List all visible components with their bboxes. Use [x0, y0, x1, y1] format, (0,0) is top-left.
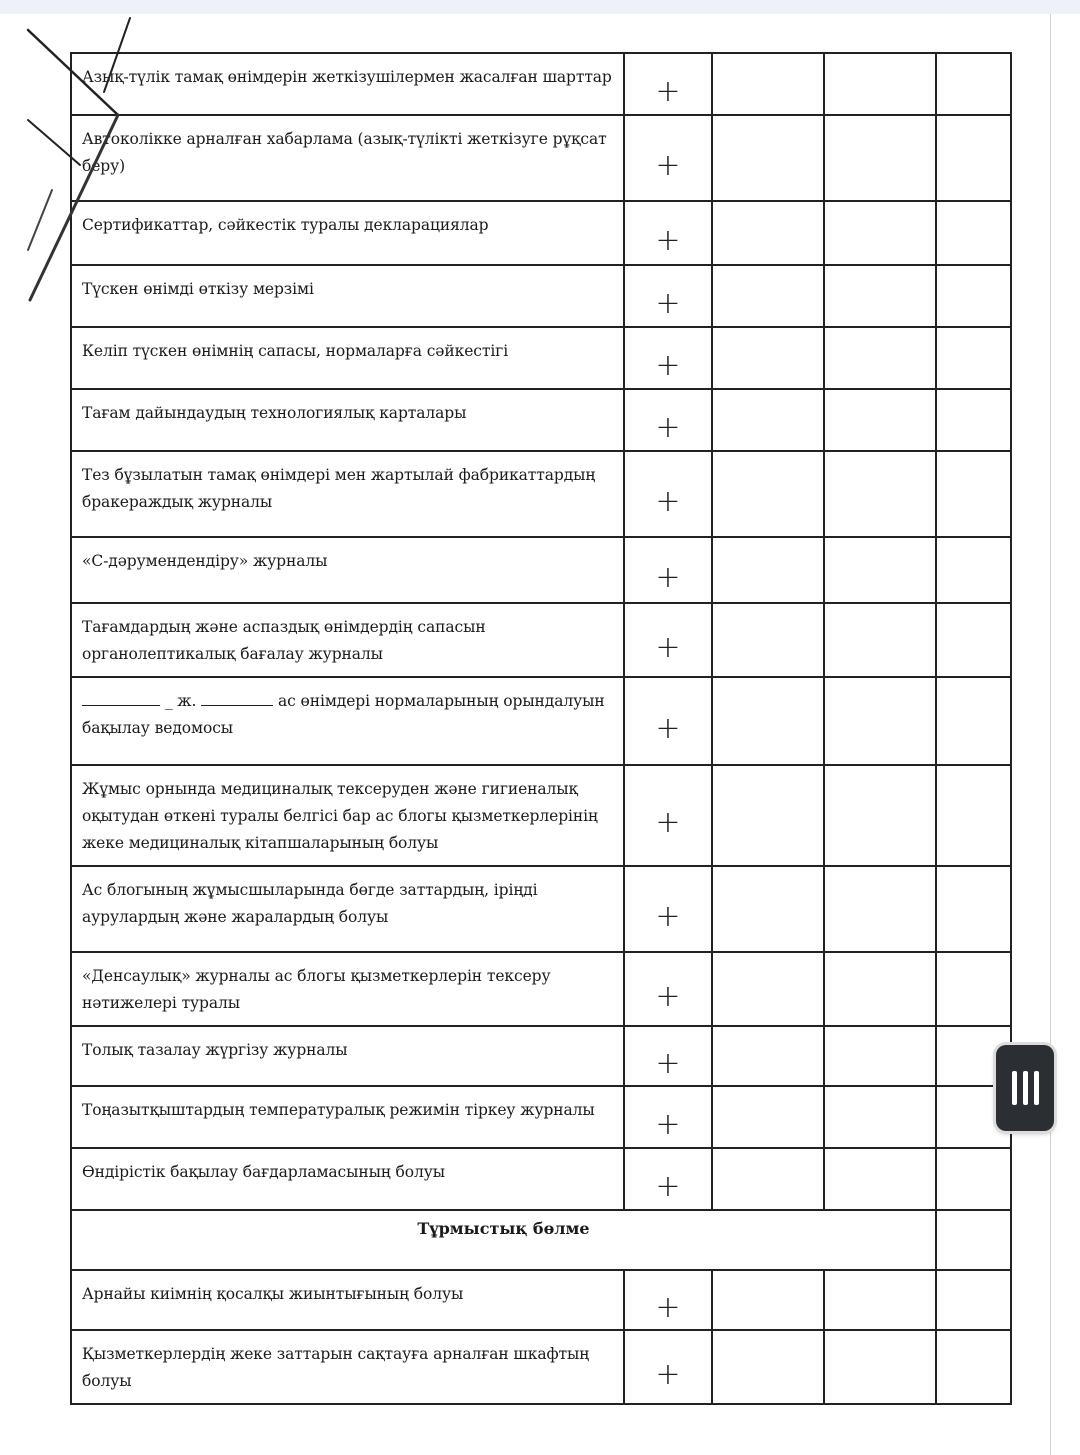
empty-cell [936, 451, 1011, 537]
plus-mark: + [624, 603, 712, 677]
plus-mark: + [624, 1270, 712, 1330]
empty-cell [936, 327, 1011, 389]
empty-cell [936, 265, 1011, 327]
section-title: Тұрмыстық бөлме [71, 1210, 936, 1270]
row-text: Азық-түлік тамақ өнімдерін жеткізушілермен жасалған шарттар [71, 53, 624, 115]
plus-mark: + [624, 53, 712, 115]
section-row [71, 1210, 1011, 1270]
plus-mark: + [624, 537, 712, 603]
table-row [71, 1330, 1011, 1404]
empty-cell [936, 115, 1011, 201]
empty-cell [712, 451, 824, 537]
empty-cell [824, 1026, 936, 1086]
plus-mark: + [624, 866, 712, 952]
empty-cell [712, 327, 824, 389]
row-text: Сертификаттар, сәйкестік туралы декларациялар [71, 201, 624, 265]
empty-cell [712, 1086, 824, 1148]
table-row [71, 389, 1011, 451]
checklist-table [70, 52, 1012, 1405]
empty-cell [936, 537, 1011, 603]
empty-cell [824, 389, 936, 451]
empty-cell [712, 1270, 824, 1330]
empty-cell [712, 952, 824, 1026]
plus-mark: + [624, 451, 712, 537]
plus-mark: + [624, 1330, 712, 1404]
page-edge [1050, 14, 1051, 1455]
menu-bar-icon [1023, 1071, 1028, 1105]
menu-bar-icon [1034, 1071, 1039, 1105]
row-text: «Денсаулық» журналы ас блогы қызметкерлерін тексеру нәтижелері туралы [71, 952, 624, 1026]
empty-cell [824, 765, 936, 866]
empty-cell [936, 1330, 1011, 1404]
empty-cell [824, 866, 936, 952]
empty-cell [824, 677, 936, 765]
row-text: Ас блогының жұмысшыларында бөгде заттардың, іріңді аурулардың және жаралардың болуы [71, 866, 624, 952]
pen-stroke [28, 190, 52, 250]
plus-mark: + [624, 389, 712, 451]
row-text: Түскен өнімді өткізу мерзімі [71, 265, 624, 327]
row-text-body: ас өнімдері нормаларының орындалуын бақылау ведомосы [82, 692, 605, 737]
empty-cell [936, 866, 1011, 952]
table-row [71, 327, 1011, 389]
plus-mark: + [624, 115, 712, 201]
empty-cell [824, 1148, 936, 1210]
table-row [71, 115, 1011, 201]
table-row [71, 201, 1011, 265]
plus-mark: + [624, 1086, 712, 1148]
empty-cell [824, 952, 936, 1026]
empty-cell [712, 115, 824, 201]
empty-cell [712, 677, 824, 765]
empty-cell [824, 451, 936, 537]
menu-handle-button[interactable] [996, 1045, 1054, 1131]
empty-cell [824, 1086, 936, 1148]
row-text: Қызметкерлердің жеке заттарын сақтауға арналған шкафтың болуы [71, 1330, 624, 1404]
table-row [71, 677, 1011, 765]
empty-cell [824, 327, 936, 389]
menu-bar-icon [1012, 1071, 1017, 1105]
table-row [71, 265, 1011, 327]
row-text: Толық тазалау жүргізу журналы [71, 1026, 624, 1086]
empty-cell [936, 765, 1011, 866]
plus-mark: + [624, 1148, 712, 1210]
empty-cell [712, 265, 824, 327]
empty-cell [712, 201, 824, 265]
plus-mark: + [624, 265, 712, 327]
empty-cell [824, 537, 936, 603]
empty-cell [824, 1270, 936, 1330]
plus-mark: + [624, 1026, 712, 1086]
blank-line [82, 689, 160, 706]
row-text [71, 677, 624, 765]
empty-cell [824, 53, 936, 115]
empty-cell [824, 201, 936, 265]
row-text: Жұмыс орнында медициналық тексеруден және гигиеналық оқытудан өткені туралы белгісі бар ас блогы қызметкерлерінің жеке медициналық кітапшаларының болуы [71, 765, 624, 866]
row-text: Келіп түскен өнімнің сапасы, нормаларға сәйкестігі [71, 327, 624, 389]
empty-cell [936, 603, 1011, 677]
row-text-year: _ ж. [164, 692, 197, 710]
empty-cell [712, 1148, 824, 1210]
table-row [71, 1026, 1011, 1086]
empty-cell [824, 115, 936, 201]
empty-cell [712, 1026, 824, 1086]
row-text: Арнайы киімнің қосалқы жиынтығының болуы [71, 1270, 624, 1330]
empty-cell [936, 952, 1011, 1026]
plus-mark: + [624, 327, 712, 389]
empty-cell [936, 1148, 1011, 1210]
row-text: Автоколікке арналған хабарлама (азық-түлікті жеткізуге рұқсат беру) [71, 115, 624, 201]
plus-mark: + [624, 677, 712, 765]
table-row [71, 1270, 1011, 1330]
plus-mark: + [624, 201, 712, 265]
table-row [71, 451, 1011, 537]
row-text: Тоңазытқыштардың температуралық режимін тіркеу журналы [71, 1086, 624, 1148]
empty-cell [824, 1330, 936, 1404]
row-text: Өндірістік бақылау бағдарламасының болуы [71, 1148, 624, 1210]
plus-mark: + [624, 952, 712, 1026]
table-row [71, 1086, 1011, 1148]
row-text: Тез бұзылатын тамақ өнімдері мен жартылай фабрикаттардың бракераждық журналы [71, 451, 624, 537]
row-text: Тағамдардың және аспаздық өнімдердің сапасын органолептикалық бағалау журналы [71, 603, 624, 677]
table-row [71, 952, 1011, 1026]
row-text: Тағам дайындаудың технологиялық карталары [71, 389, 624, 451]
table-row [71, 603, 1011, 677]
empty-cell [824, 603, 936, 677]
empty-cell [936, 53, 1011, 115]
viewer-top-bar [0, 0, 1080, 14]
empty-cell [712, 866, 824, 952]
table-row [71, 53, 1011, 115]
empty-cell [712, 53, 824, 115]
table-row [71, 765, 1011, 866]
empty-cell [712, 1330, 824, 1404]
row-text: «С-дәрумендендіру» журналы [71, 537, 624, 603]
empty-cell [712, 389, 824, 451]
empty-cell [936, 1210, 1011, 1270]
blank-line [201, 689, 273, 706]
empty-cell [936, 201, 1011, 265]
plus-mark: + [624, 765, 712, 866]
table-row [71, 866, 1011, 952]
table-row [71, 1148, 1011, 1210]
table-row [71, 537, 1011, 603]
empty-cell [824, 265, 936, 327]
empty-cell [712, 603, 824, 677]
empty-cell [712, 765, 824, 866]
empty-cell [936, 1270, 1011, 1330]
empty-cell [936, 677, 1011, 765]
empty-cell [936, 389, 1011, 451]
empty-cell [712, 537, 824, 603]
